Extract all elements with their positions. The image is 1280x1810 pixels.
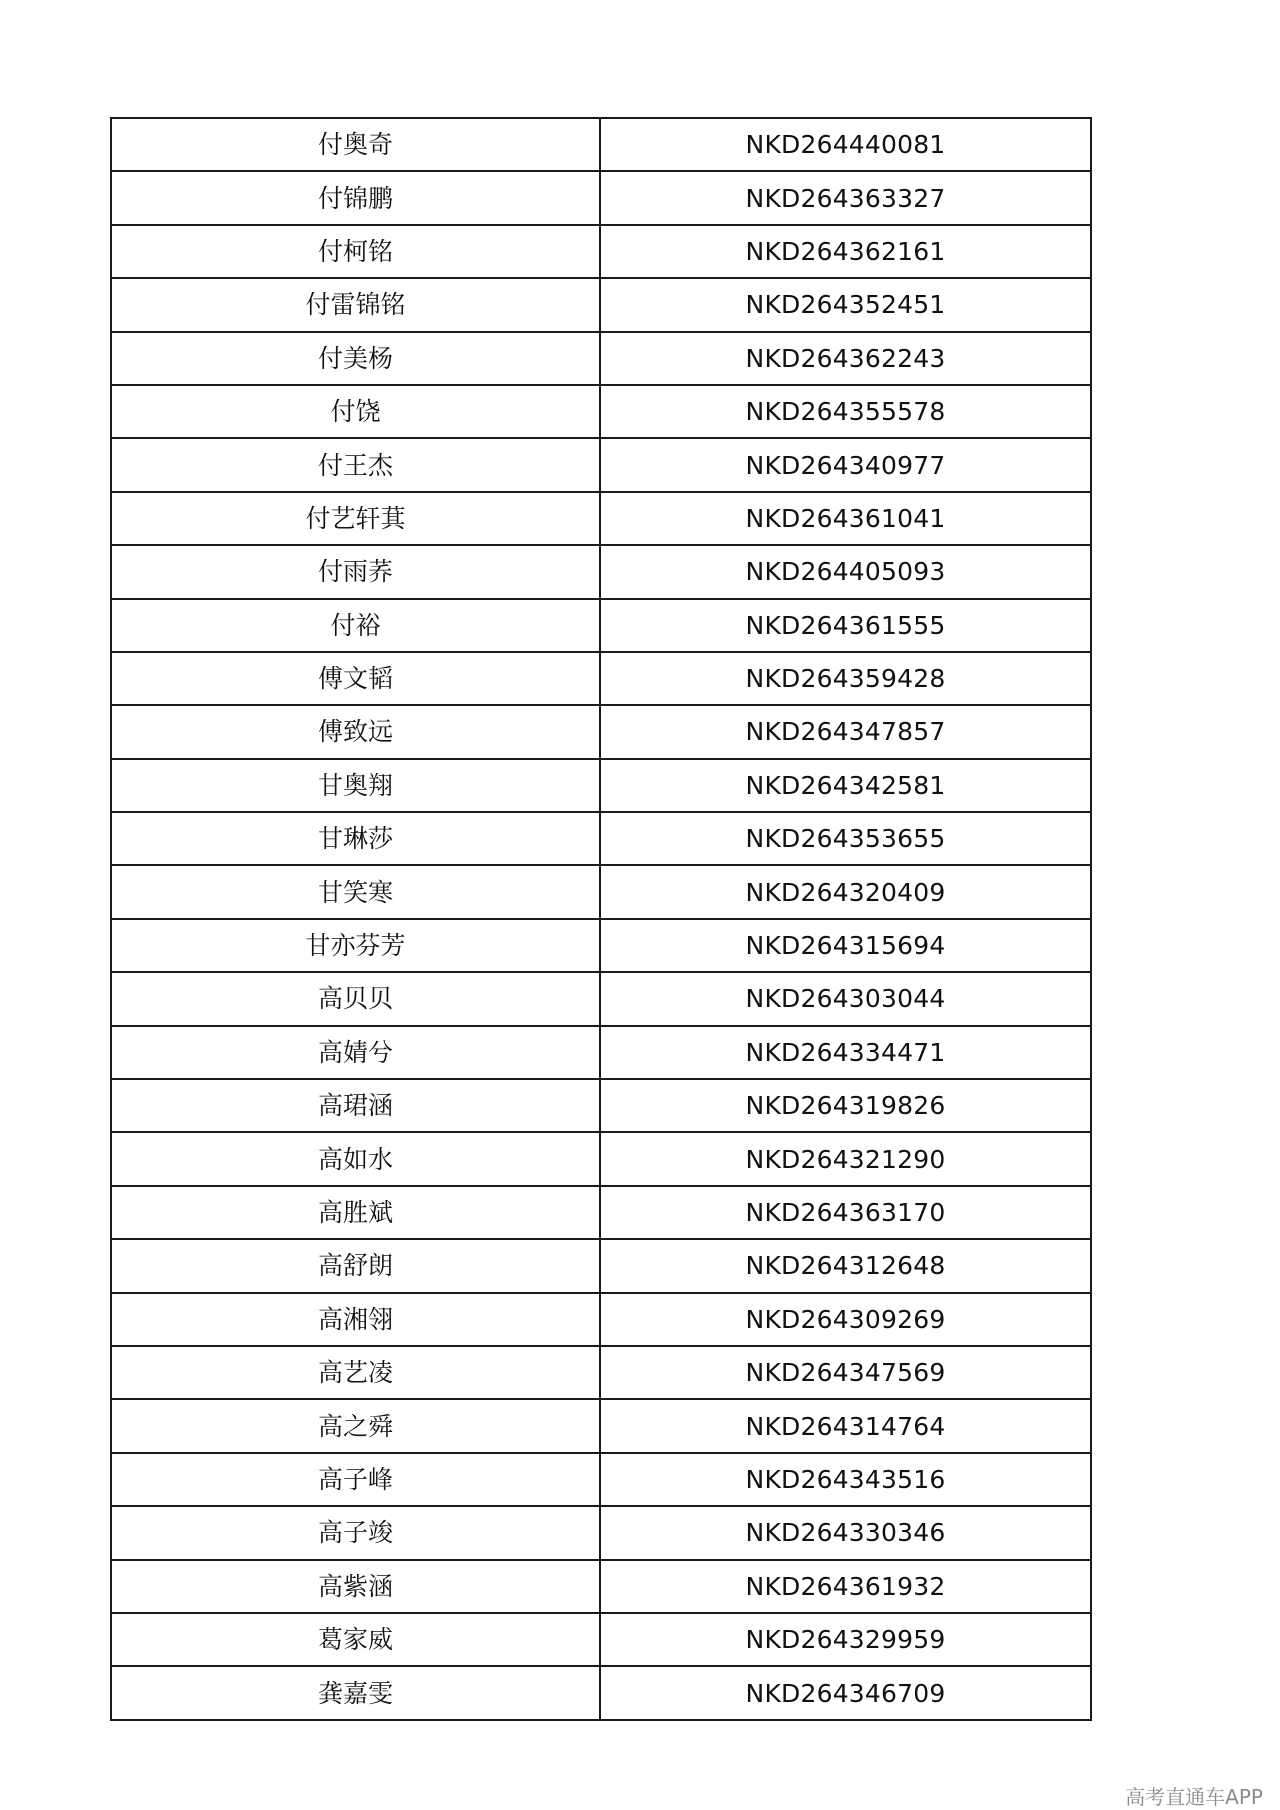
id-cell: NKD264343516 <box>600 1453 1091 1506</box>
id-cell: NKD264303044 <box>600 972 1091 1025</box>
table-row <box>111 812 1091 865</box>
table-row <box>111 865 1091 918</box>
table-row <box>111 1132 1091 1185</box>
name-cell: 付艺轩萁 <box>111 492 600 545</box>
name-cell: 傅致远 <box>111 705 600 758</box>
name-cell: 高胜斌 <box>111 1186 600 1239</box>
name-cell: 甘亦芬芳 <box>111 919 600 972</box>
name-cell: 付雨荞 <box>111 545 600 598</box>
id-cell: NKD264320409 <box>600 865 1091 918</box>
id-cell: NKD264361932 <box>600 1560 1091 1613</box>
name-cell: 高舒朗 <box>111 1239 600 1292</box>
id-cell: NKD264319826 <box>600 1079 1091 1132</box>
name-cell: 付锦鹏 <box>111 171 600 224</box>
roster-table <box>110 117 1092 1721</box>
roster-table-body <box>111 118 1091 1720</box>
name-cell: 高如水 <box>111 1132 600 1185</box>
name-cell: 高艺凌 <box>111 1346 600 1399</box>
table-row <box>111 1346 1091 1399</box>
id-cell: NKD264347569 <box>600 1346 1091 1399</box>
id-cell: NKD264340977 <box>600 438 1091 491</box>
id-cell: NKD264330346 <box>600 1506 1091 1559</box>
id-cell: NKD264440081 <box>600 118 1091 171</box>
id-cell: NKD264363170 <box>600 1186 1091 1239</box>
table-row <box>111 225 1091 278</box>
name-cell: 高紫涵 <box>111 1560 600 1613</box>
id-cell: NKD264353655 <box>600 812 1091 865</box>
id-cell: NKD264312648 <box>600 1239 1091 1292</box>
id-cell: NKD264352451 <box>600 278 1091 331</box>
table-row <box>111 599 1091 652</box>
name-cell: 付雷锦铭 <box>111 278 600 331</box>
table-row <box>111 1666 1091 1719</box>
name-cell: 付裕 <box>111 599 600 652</box>
table-row <box>111 1079 1091 1132</box>
table-row <box>111 759 1091 812</box>
table-row <box>111 1399 1091 1452</box>
table-row <box>111 385 1091 438</box>
id-cell: NKD264346709 <box>600 1666 1091 1719</box>
name-cell: 高湘翎 <box>111 1293 600 1346</box>
id-cell: NKD264315694 <box>600 919 1091 972</box>
id-cell: NKD264329959 <box>600 1613 1091 1666</box>
table-row <box>111 332 1091 385</box>
table-row <box>111 1239 1091 1292</box>
name-cell: 高子竣 <box>111 1506 600 1559</box>
table-row <box>111 438 1091 491</box>
name-cell: 付奥奇 <box>111 118 600 171</box>
id-cell: NKD264359428 <box>600 652 1091 705</box>
name-cell: 甘笑寒 <box>111 865 600 918</box>
id-cell: NKD264362243 <box>600 332 1091 385</box>
name-cell: 甘奥翔 <box>111 759 600 812</box>
id-cell: NKD264361041 <box>600 492 1091 545</box>
name-cell: 葛家威 <box>111 1613 600 1666</box>
table-row <box>111 652 1091 705</box>
watermark-text: 高考直通车APP <box>1125 1785 1263 1809</box>
name-cell: 高之舜 <box>111 1399 600 1452</box>
name-cell: 傅文韬 <box>111 652 600 705</box>
id-cell: NKD264334471 <box>600 1026 1091 1079</box>
id-cell: NKD264347857 <box>600 705 1091 758</box>
table-row <box>111 919 1091 972</box>
table-row <box>111 1026 1091 1079</box>
name-cell: 高子峰 <box>111 1453 600 1506</box>
name-cell: 高珺涵 <box>111 1079 600 1132</box>
id-cell: NKD264361555 <box>600 599 1091 652</box>
table-row <box>111 1613 1091 1666</box>
table-row <box>111 171 1091 224</box>
id-cell: NKD264362161 <box>600 225 1091 278</box>
name-cell: 高贝贝 <box>111 972 600 1025</box>
name-cell: 高婧兮 <box>111 1026 600 1079</box>
table-row <box>111 492 1091 545</box>
name-cell: 付美杨 <box>111 332 600 385</box>
id-cell: NKD264314764 <box>600 1399 1091 1452</box>
table-row <box>111 1453 1091 1506</box>
id-cell: NKD264321290 <box>600 1132 1091 1185</box>
name-cell: 甘琳莎 <box>111 812 600 865</box>
name-cell: 付王杰 <box>111 438 600 491</box>
table-row <box>111 278 1091 331</box>
id-cell: NKD264342581 <box>600 759 1091 812</box>
table-row <box>111 1186 1091 1239</box>
table-row <box>111 972 1091 1025</box>
table-row <box>111 118 1091 171</box>
id-cell: NKD264355578 <box>600 385 1091 438</box>
name-cell: 付饶 <box>111 385 600 438</box>
id-cell: NKD264363327 <box>600 171 1091 224</box>
id-cell: NKD264309269 <box>600 1293 1091 1346</box>
table-row <box>111 1560 1091 1613</box>
id-cell: NKD264405093 <box>600 545 1091 598</box>
name-cell: 付柯铭 <box>111 225 600 278</box>
table-row <box>111 1506 1091 1559</box>
name-cell: 龚嘉雯 <box>111 1666 600 1719</box>
table-row <box>111 1293 1091 1346</box>
table-row <box>111 545 1091 598</box>
table-row <box>111 705 1091 758</box>
